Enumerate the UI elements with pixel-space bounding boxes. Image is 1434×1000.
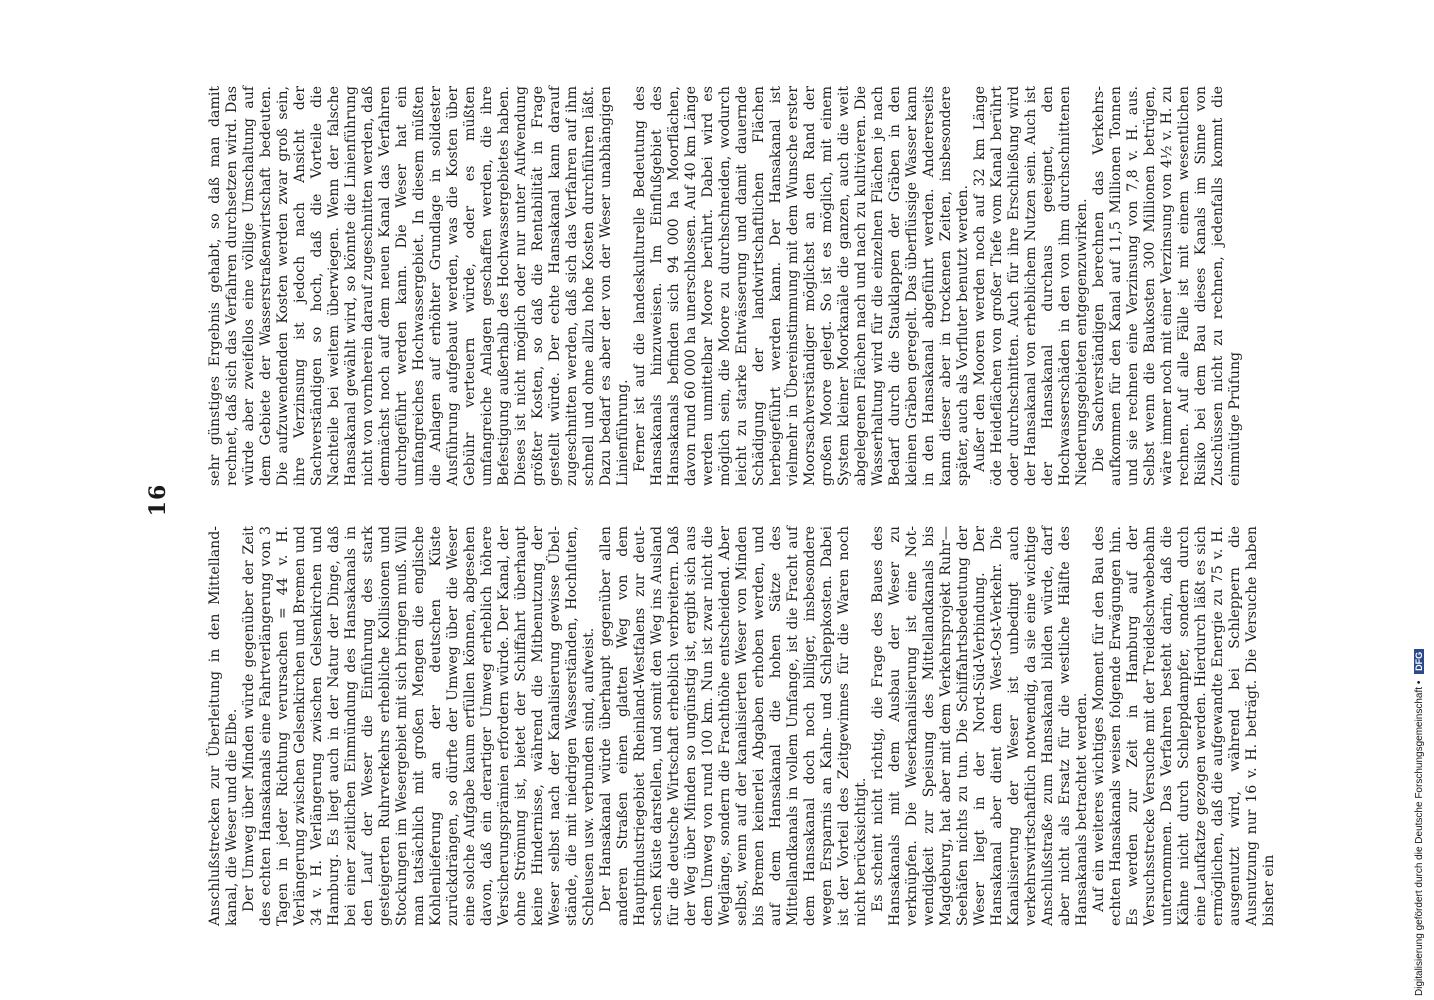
dfg-logo: DFG — [1414, 649, 1424, 674]
paragraph: sehr günstiges Ergebnis gehabt, so daß man damit rechnet, daß sich das Verfahren durchsetzen wird. Das würde aber zweifellos eine völlige Umschaltung auf dem Gebiete der Wasserstraßenwirtschaft bedeuten. Die aufzuwendenden Kosten werden zwar groß sein, ihre Verzinsung ist jedoch nach Ansicht der Sachverständigen so hoch, daß die Vorteile die Nachteile bei weitem überwiegen. Wenn der falsche Hansakanal gewählt wird, so könnte die Linienführung nicht von vornherein darauf zugeschnitten werden, daß demnächst noch auf dem neuen Kanal das Verfahren durchgeführt werden kann. Die Weser hat ein umfangreiches Hochwassergebiet. In diesem müßten die Anlagen auf erhöhter Grundlage in solidester Ausführung aufgebaut werden, was die Kosten über Gebühr verteuern würde, oder es müßten umfangreiche Anlagen geschaffen werden, die ihre Befestigung außerhalb des Hochwassergebietes haben. Dieses ist nicht möglich oder nur unter Aufwendung größter Kosten, so daß die Rentabilität in Frage gestellt würde. Der echte Hansakanal kann darauf zugeschnitten werden, daß sich das Verfahren auf ihm schnell und ohne allzu hohe Kosten durchführen läßt. Dazu bedarf es aber der von der Weser unabhängigen Linienführung. — [207, 86, 631, 486]
credit-text: Digitalisierung gefördert durch die Deutsche Forschungsgemeinschaft — [1414, 686, 1425, 996]
paragraph: Außer den Mooren werden noch auf 32 km Länge öde Heideflächen von großer Tiefe vom Kanal berührt oder durchschnitten. Auch für ihre Erschließung wird der Hansakanal von erheblichem Nutzen sein. Auch ist der Hansakanal durchaus geeignet, den Hochwasserschäden in den von ihm durchschnittenen Niederungsgebieten entgegenzuwirken. — [972, 86, 1090, 486]
left-text-column — [207, 526, 1277, 926]
paragraph: Der Hansakanal würde überhaupt gegenüber allen anderen Straßen einen glatten Weg von dem Hauptindustriegebiet Rheinland-Westfalens zur deutschen Küste darstellen, und somit den Weg ins Ausland für die deutsche Wirtschaft erheblich verbreitern. Daß der Weg über Minden so ungünstig ist, ergibt sich aus dem Umweg von rund 100 km. Nun ist zwar nicht die Weglänge, sondern die Frachthöhe entscheidend. Aber selbst, wenn auf der kanalisierten Weser von Minden bis Bremen keinerlei Abgaben erhoben werden, und auf dem Hansakanal die hohen Sätze des Mittellandkanals in vollem Umfange, ist die Fracht auf dem Hansakanal doch noch billiger, insbesondere wegen Ersparnis an Kahn- und Schleppkosten. Dabei ist der Vorteil des Zeitgewinnes für die Waren noch nicht berücksichtigt. — [598, 526, 869, 926]
right-text-column — [207, 86, 1243, 486]
paragraph: Die Sachverständigen berechnen das Verkehrsaufkommen für den Kanal auf 11,5 Millionen Tonnen und sie rechnen eine Verzinsung von 7,8 v. H. aus. Selbst wenn die Baukosten 300 Millionen betrügen, wäre immer noch mit einer Verzinsung von 4½ v. H. zu rechnen. Auf alle Fälle ist mit einem wesentlichen Risiko bei dem Bau dieses Kanals im Sinne von Zuschüssen nicht zu rechnen, jedenfalls kommt die einmütige Prüfung — [1091, 86, 1243, 486]
credit-line: Digitalisierung gefördert durch die Deutsche Forschungsgemeinschaft • DFG — [1414, 4, 1428, 996]
paragraph: Ferner ist auf die landeskulturelle Bedeutung des Hansakanals hinzuweisen. Im Einflußgebiet des Hansakanals befinden sich 94 000 ha Moorflächen, davon rund 60 000 ha unerschlossen. Auf 40 km Länge werden unmittelbar Moore berührt. Dabei wird es möglich sein, die Moore zu durchschneiden, wodurch leicht zu starke Entwässerung und damit dauernde Schädigung der landwirtschaftlichen Flächen herbeigeführt werden kann. Der Hansakanal ist vielmehr in Übereinstimmung mit dem Wunsche erster Moorsachverständiger möglichst an den Rand der großen Moore gelegt. So ist es möglich, mit einem System kleiner Moorkanäle die ganzen, auch die weit abgelegenen Flächen nach und nach zu kultivieren. Die Wasserhaltung wird für die einzelnen Flächen je nach Bedarf durch die Stauklappen der Gräben in den kleinen Gräben geregelt. Das überflüssige Wasser kann in den Hansakanal abgeführt werden. Andererseits kann dieser aber in trockenen Zeiten, insbesondere später, auch als Vorfluter benutzt werden. — [632, 86, 971, 486]
page-number: 16 — [145, 483, 171, 517]
paragraph: Der Umweg über Minden würde gegenüber der Zeit des echten Hansakanals eine Fahrtverlängerung von 3 Tagen in jeder Richtung verursachen = 44 v. H. Verlängerung zwischen Gelsenkirchen und Bremen und 34 v. H. Verlängerung zwischen Gelsenkirchen und Hamburg. Es liegt auch in der Natur der Dinge, daß bei einer zeitlichen Einmündung des Hansakanals in den Lauf der Weser die Einführung des stark gesteigerten Ruhrverkehrs erhebliche Kollisionen und Stockungen im Wesergebiet mit sich bringen muß. Will man tatsächlich mit großen Mengen die englische Kohlenlieferung an der deutschen Küste zurückdrängen, so dürfte der Umweg über die Weser eine solche Aufgabe kaum erfüllen können, abgesehen davon, daß ein derartiger Umweg erheblich höhere Versicherungsprämien erfordern würde. Der Kanal, der ohne Strömung ist, bietet der Schiffahrt überhaupt keine Hindernisse, während die Mitbenutzung der Weser selbst nach der Kanalisierung gewisse Übelstände, die mit niedrigen Wasserständen, Hochfluten, Schleusen usw. verbunden sind, aufweist. — [241, 526, 597, 926]
paragraph: Es scheint nicht richtig, die Frage des Baues des Hansakanals mit dem Ausbau der Weser zu verknüpfen. Die Weserkanalisierung ist eine Notwendigkeit zur Speisung des Mittellandkanals bis Magdeburg, hat aber mit dem Verkehrsprojekt Ruhr—Seehäfen nichts zu tun. Die Schiffahrtsbedeutung der Weser liegt in der Nord-Süd-Verbindung. Der Hansakanal aber dient dem West-Ost-Verkehr. Die Kanalisierung der Weser ist unbedingt auch verkehrswirtschaftlich notwendig, da sie eine wichtige Anschlußstraße zum Hansakanal bilden würde, darf aber nicht als Ersatz für die westliche Hälfte des Hansakanals betrachtet werden. — [870, 526, 1090, 926]
rotated-page — [127, 60, 1307, 940]
paragraph: Anschlußstrecken zur Überleitung in den Mittellandkanal, die Weser und die Elbe. — [207, 526, 240, 926]
paragraph: Auf ein weiteres wichtiges Moment für den Bau des echten Hansakanals weisen folgende Erwägungen hin. Es werden zur Zeit in Hamburg auf der Versuchsstrecke Versuche mit der Treidelschwebebahn unternommen. Das Verfahren besteht darin, daß die Kähne nicht durch Schleppdampfer, sondern durch eine Laufkatze gezogen werden. Hierdurch läßt es sich ermöglichen, daß die aufgewandte Energie zu 75 v. H. ausgenutzt wird, während bei Schleppern die Ausnutzung nur 16 v. H. beträgt. Die Versuche haben bisher ein — [1091, 526, 1277, 926]
digitization-credit — [1408, 4, 1434, 996]
